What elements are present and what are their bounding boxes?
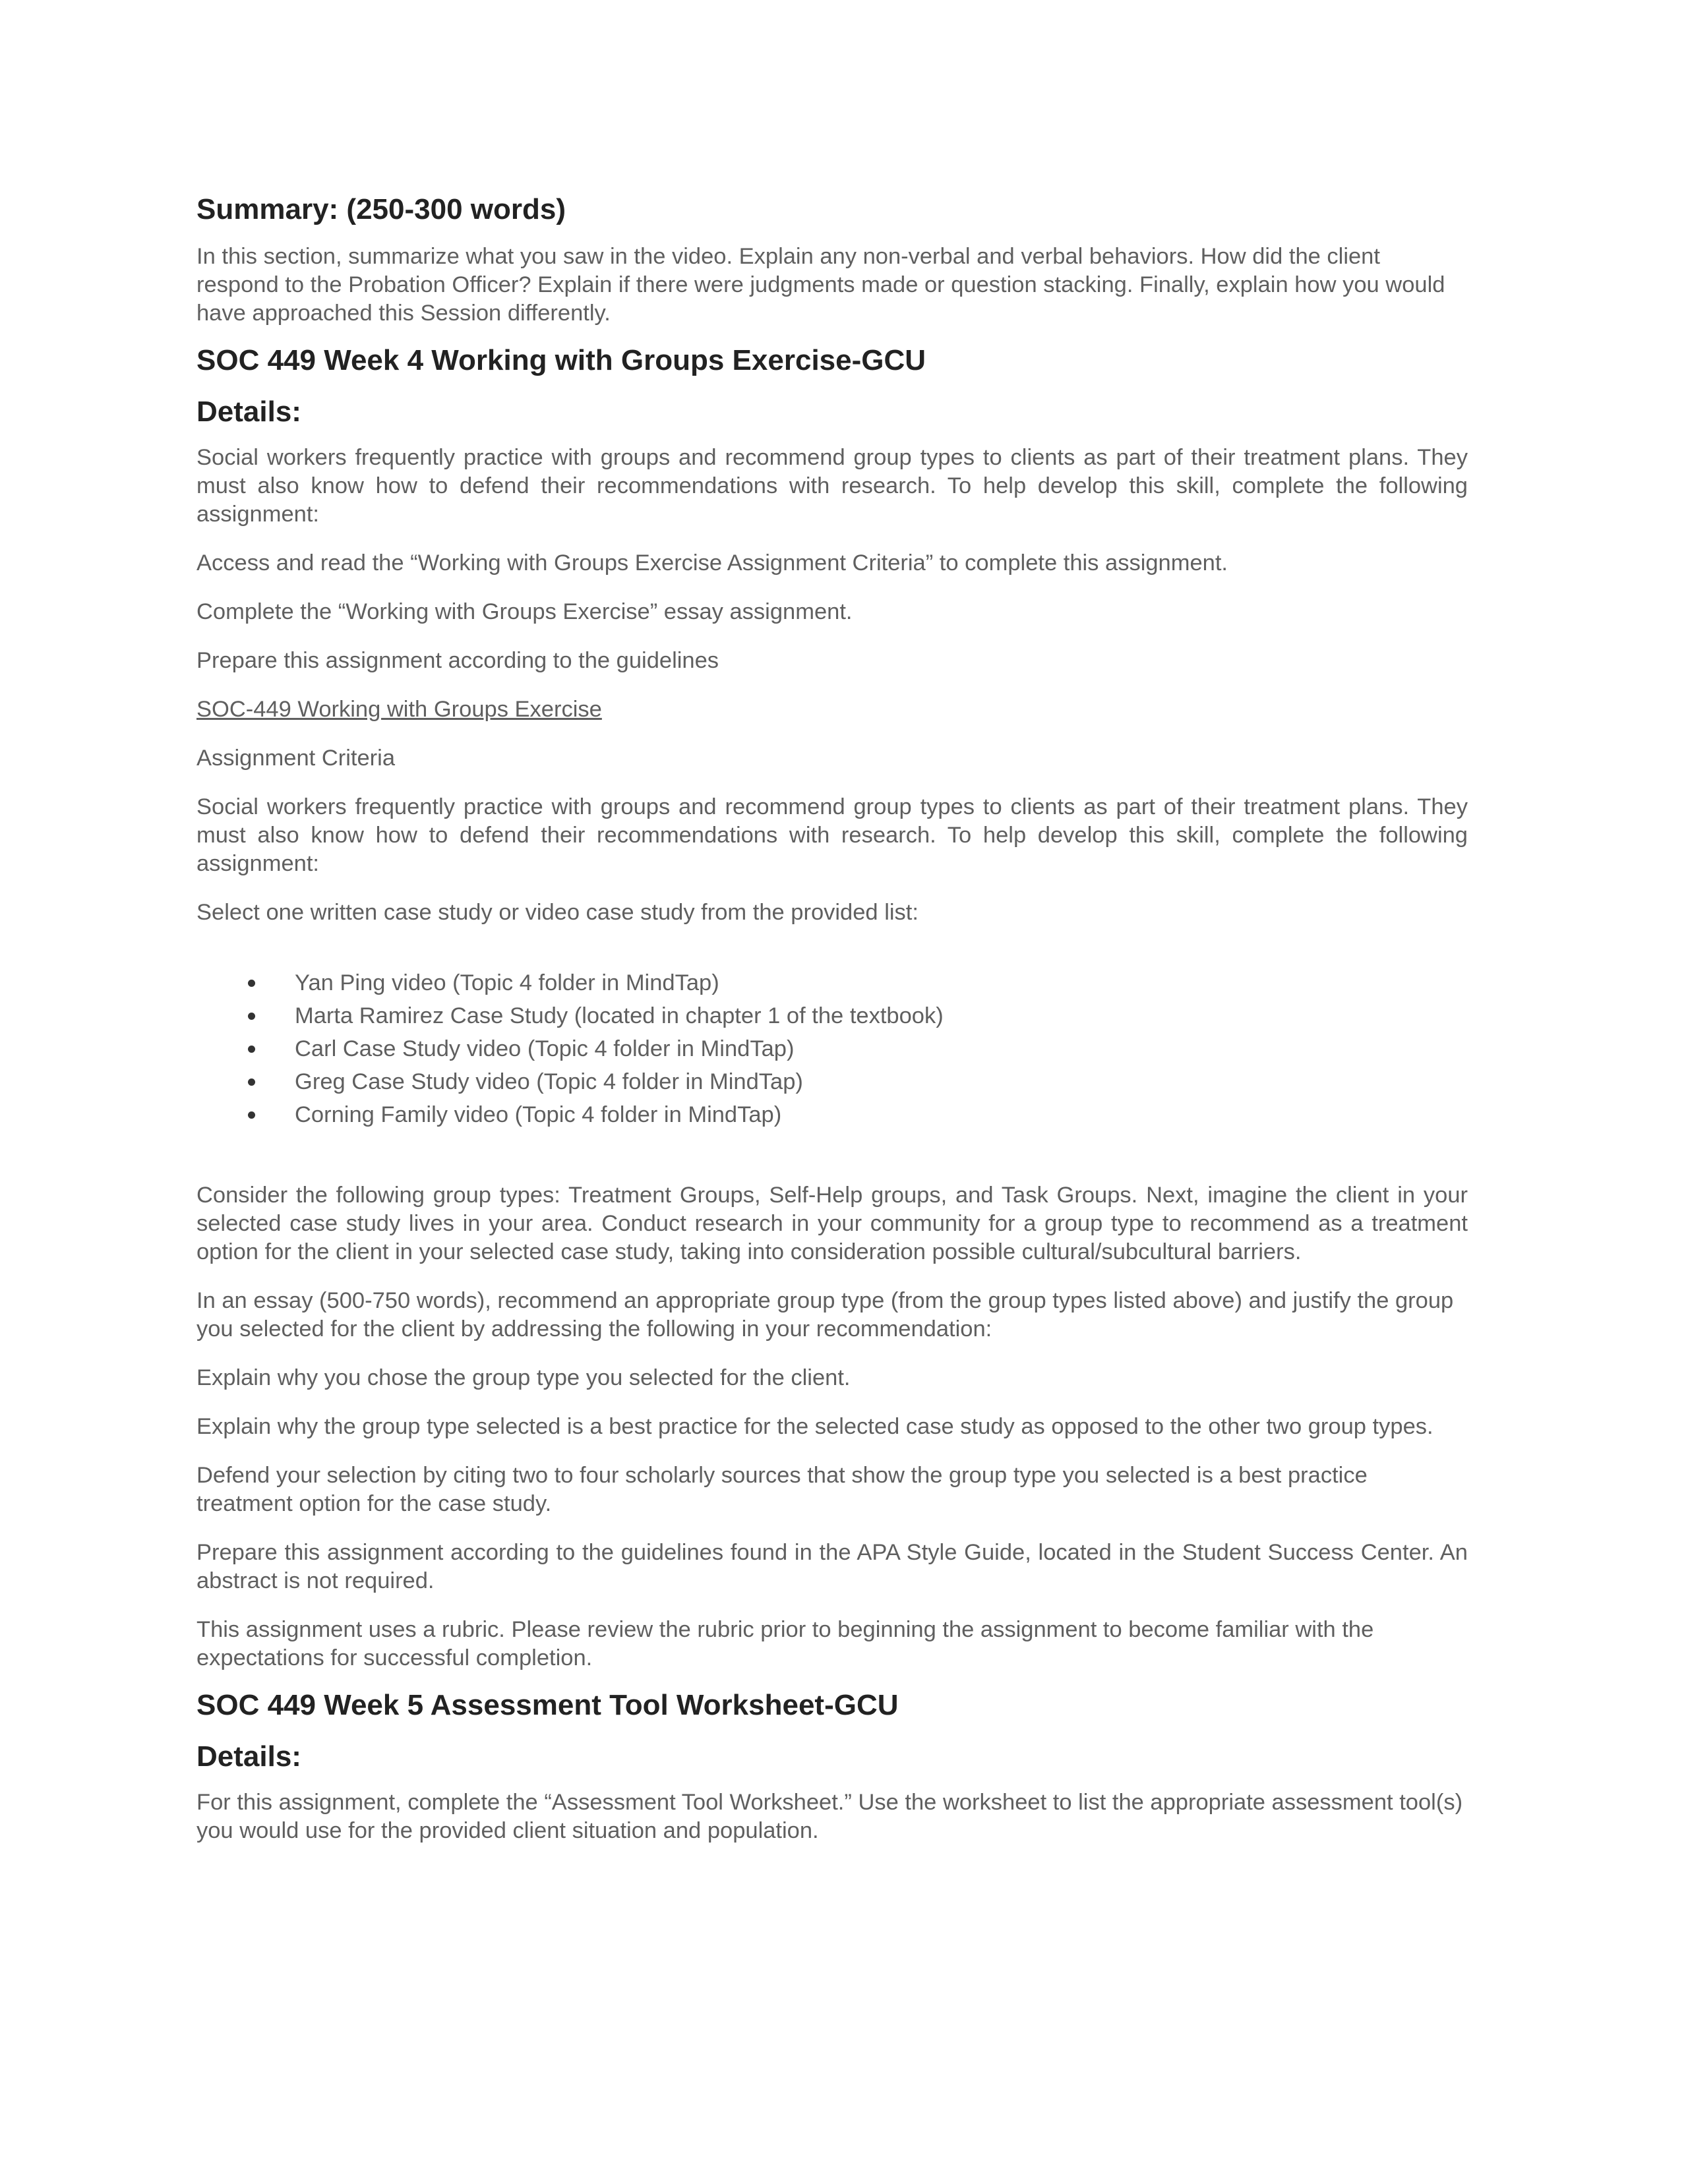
week4-details-heading: Details: <box>196 396 301 428</box>
summary-heading: Summary: (250-300 words) <box>196 193 566 225</box>
summary-text: In this section, summarize what you saw in the video. Explain any non-verbal and verbal behaviors. How did the client respond to the Probation Officer? Explain if there were judgments made or question stacking. Finally, explain how you would have approached this Session differently. <box>196 244 1445 326</box>
week4-complete-instruction: Complete the “Working with Groups Exercise” essay assignment. <box>196 599 853 624</box>
week4-access-instruction: Access and read the “Working with Groups Exercise Assignment Criteria” to complete this assignment. <box>196 550 1228 576</box>
week4-prepare-instruction: Prepare this assignment according to the guidelines <box>196 648 719 673</box>
explain-best-practice-paragraph: Explain why the group type selected is a best practice for the selected case study as opposed to the other two group types. <box>196 1414 1433 1439</box>
assignment-criteria-label: Assignment Criteria <box>196 746 396 771</box>
week4-heading: SOC 449 Week 4 Working with Groups Exercise-GCU <box>196 344 926 376</box>
explain-choice-paragraph: Explain why you chose the group type you selected for the client. <box>196 1365 851 1390</box>
apa-guidelines-paragraph: Prepare this assignment according to the guidelines found in the APA Style Guide, located in the Student Success Center. An abstract is not required. <box>196 1540 1468 1593</box>
week4-intro: Social workers frequently practice with groups and recommend group types to clients as part of their treatment plans. They must also know how to defend their recommendations with research. To help develop this skill, complete the following assignment: <box>196 445 1468 527</box>
working-with-groups-link[interactable]: SOC-449 Working with Groups Exercise <box>196 697 602 722</box>
list-item: Yan Ping video (Topic 4 folder in MindTap) <box>295 966 1468 999</box>
week5-heading: SOC 449 Week 5 Assessment Tool Worksheet-GCU <box>196 1689 899 1721</box>
essay-paragraph: In an essay (500-750 words), recommend an appropriate group type (from the group types listed above) and justify the group you selected for the client by addressing the following in your recommendation: <box>196 1288 1454 1342</box>
list-item: Greg Case Study video (Topic 4 folder in MindTap) <box>295 1065 1468 1098</box>
defend-selection-paragraph: Defend your selection by citing two to four scholarly sources that show the group type you selected is a best practice treatment option for the case study. <box>196 1463 1368 1516</box>
document-page <box>196 191 1468 1866</box>
week5-text: For this assignment, complete the “Assessment Tool Worksheet.” Use the worksheet to list the appropriate assessment tool(s) you would use for the provided client situation and population. <box>196 1790 1463 1843</box>
list-item: Corning Family video (Topic 4 folder in MindTap) <box>295 1098 1468 1131</box>
rubric-paragraph: This assignment uses a rubric. Please review the rubric prior to beginning the assignment to become familiar with the expectations for successful completion. <box>196 1617 1374 1670</box>
list-item: Carl Case Study video (Topic 4 folder in MindTap) <box>295 1032 1468 1065</box>
select-case-instruction: Select one written case study or video case study from the provided list: <box>196 900 919 925</box>
case-study-list <box>196 966 1468 1131</box>
list-item: Marta Ramirez Case Study (located in chapter 1 of the textbook) <box>295 999 1468 1032</box>
week4-link-paragraph <box>196 695 1468 724</box>
week5-details-heading: Details: <box>196 1740 301 1773</box>
group-types-paragraph: Consider the following group types: Treatment Groups, Self-Help groups, and Task Groups. Next, imagine the client in your selected case study lives in your area. Conduct research in your community for a group type to recommend as a treatment option for the client in your selected case study, taking into consideration possible cultural/subcultural barriers. <box>196 1183 1468 1264</box>
criteria-intro: Social workers frequently practice with groups and recommend group types to clients as part of their treatment plans. They must also know how to defend their recommendations with research. To help develop this skill, complete the following assignment: <box>196 794 1468 876</box>
